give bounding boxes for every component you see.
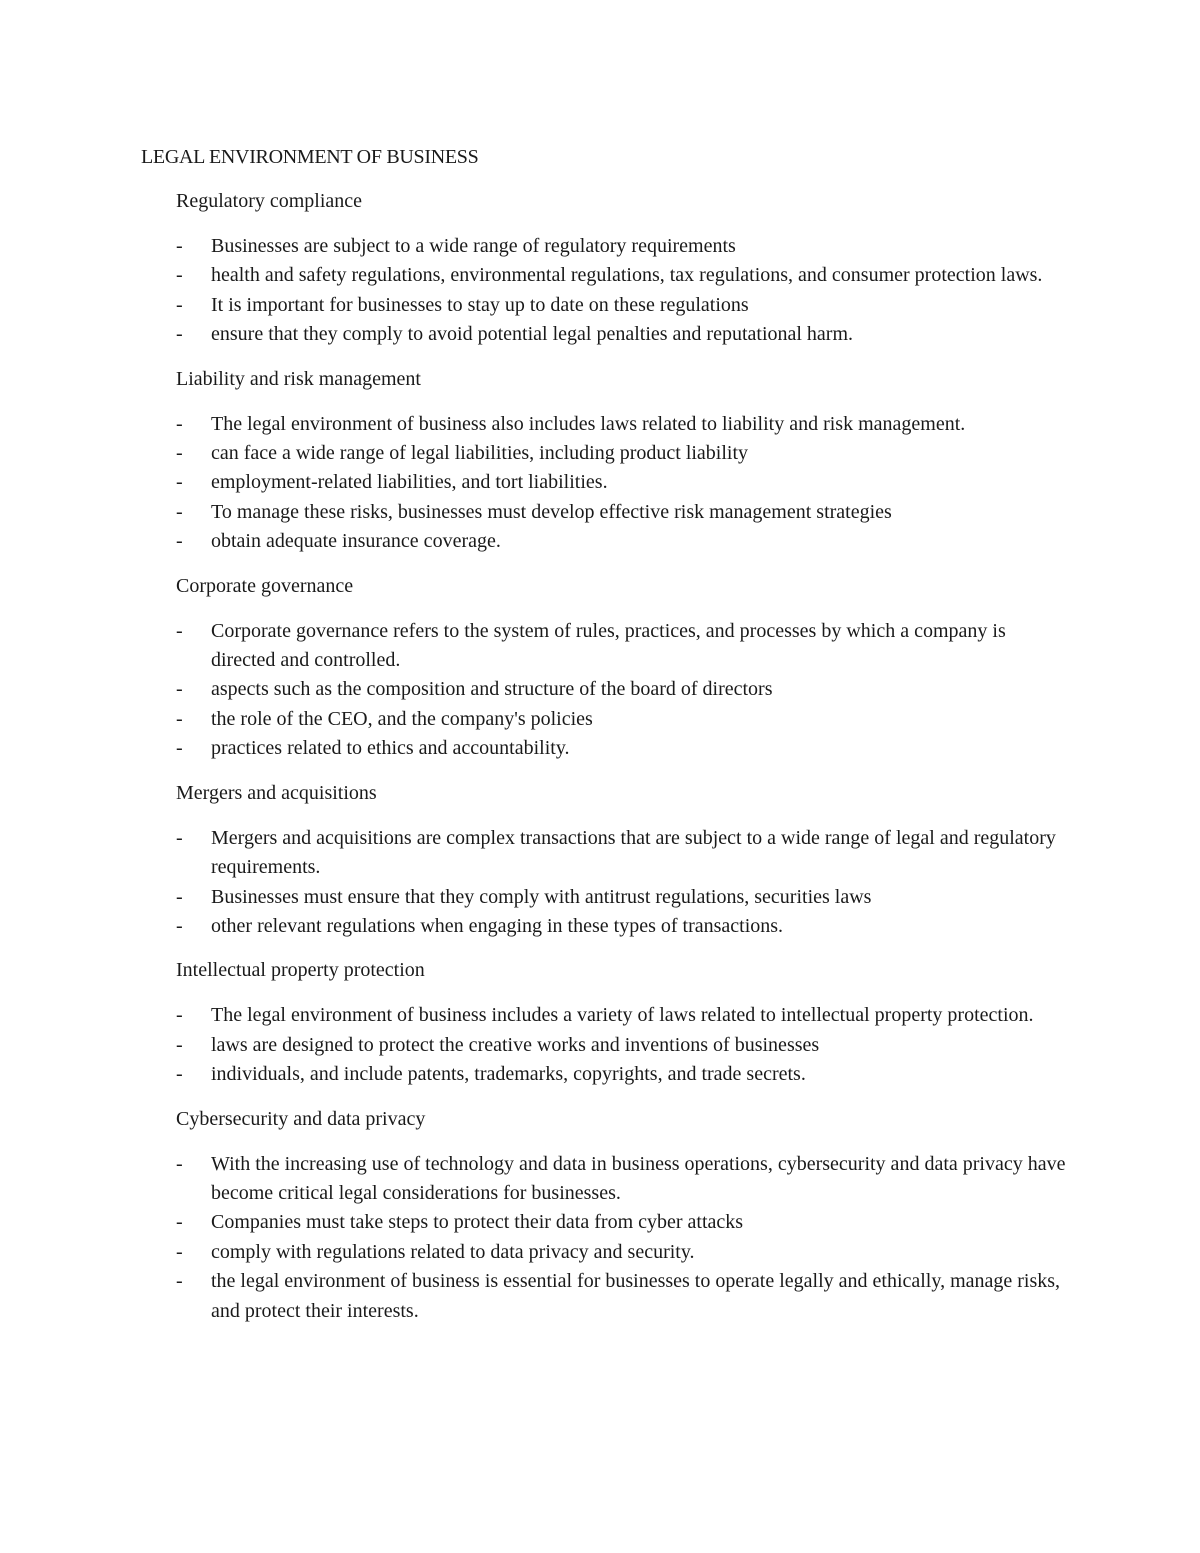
- dash-bullet-icon: -: [176, 530, 183, 553]
- dash-bullet-icon: -: [176, 1152, 183, 1175]
- bullet-text: the legal environment of business is essential for businesses to operate legally and ethically, manage risks, and protect their interests.: [211, 1270, 1061, 1322]
- dash-bullet-icon: -: [176, 1240, 183, 1263]
- dash-bullet-icon: -: [176, 323, 183, 346]
- dash-bullet-icon: -: [176, 914, 183, 937]
- bullet-text: the role of the CEO, and the company's policies: [211, 707, 593, 730]
- dash-bullet-icon: -: [176, 442, 183, 465]
- dash-bullet-icon: -: [176, 619, 183, 642]
- dash-bullet-icon: -: [176, 1270, 183, 1293]
- section: [176, 779, 1066, 942]
- bullet-text: laws are designed to protect the creative works and inventions of businesses: [211, 1033, 820, 1056]
- section: [176, 187, 1066, 350]
- dash-bullet-icon: -: [176, 264, 183, 287]
- bullet-text: To manage these risks, businesses must develop effective risk management strategies: [211, 500, 892, 523]
- section: [176, 572, 1066, 764]
- section: [176, 365, 1066, 557]
- bullet-text: comply with regulations related to data privacy and security.: [211, 1240, 695, 1263]
- bullet-text: Businesses are subject to a wide range of regulatory requirements: [211, 235, 736, 257]
- section-heading: Corporate governance: [176, 574, 354, 597]
- dash-bullet-icon: -: [176, 1033, 183, 1056]
- dash-bullet-icon: -: [176, 1063, 183, 1086]
- section-heading: Regulatory compliance: [176, 190, 363, 212]
- bullet-item: [176, 439, 1066, 468]
- bullet-text: obtain adequate insurance coverage.: [211, 530, 501, 553]
- bullet-item: [176, 883, 1066, 912]
- bullet-text: can face a wide range of legal liabilities, including product liability: [211, 442, 749, 465]
- bullet-item: [176, 824, 1066, 883]
- section-heading: Cybersecurity and data privacy: [176, 1107, 426, 1130]
- bullet-list: [176, 232, 1066, 350]
- dash-bullet-icon: -: [176, 1004, 183, 1027]
- document-title: LEGAL ENVIRONMENT OF BUSINESS: [141, 146, 479, 168]
- bullet-item: [176, 527, 1066, 556]
- dash-bullet-icon: -: [176, 737, 183, 760]
- dash-bullet-icon: -: [176, 235, 183, 257]
- bullet-item: [176, 705, 1066, 734]
- bullet-text: Businesses must ensure that they comply with antitrust regulations, securities laws: [211, 885, 872, 908]
- bullet-text: The legal environment of business includes a variety of laws related to intellectual property protection.: [211, 1004, 1034, 1027]
- bullet-item: [176, 291, 1066, 320]
- bullet-text: individuals, and include patents, trademarks, copyrights, and trade secrets.: [211, 1063, 806, 1086]
- section-heading: Liability and risk management: [176, 367, 421, 390]
- bullet-item: [176, 261, 1066, 290]
- document-body: [176, 187, 1066, 1341]
- bullet-text: aspects such as the composition and structure of the board of directors: [211, 678, 773, 701]
- bullet-item: [176, 1238, 1066, 1267]
- bullet-item: [176, 410, 1066, 439]
- bullet-item: [176, 617, 1066, 676]
- bullet-text: employment-related liabilities, and tort liabilities.: [211, 471, 608, 494]
- bullet-list: [176, 824, 1066, 942]
- bullet-item: [176, 1031, 1066, 1060]
- dash-bullet-icon: -: [176, 826, 183, 849]
- dash-bullet-icon: -: [176, 885, 183, 908]
- bullet-item: [176, 1208, 1066, 1237]
- bullet-item: [176, 912, 1066, 941]
- section: [176, 956, 1066, 1089]
- bullet-list: [176, 410, 1066, 557]
- section: [176, 1105, 1066, 1326]
- dash-bullet-icon: -: [176, 293, 183, 316]
- bullet-item: [176, 468, 1066, 497]
- bullet-item: [176, 1001, 1066, 1030]
- dash-bullet-icon: -: [176, 678, 183, 701]
- bullet-text: practices related to ethics and accountability.: [211, 737, 570, 760]
- bullet-text: It is important for businesses to stay up to date on these regulations: [211, 293, 749, 316]
- bullet-list: [176, 1001, 1066, 1089]
- bullet-text: Mergers and acquisitions are complex transactions that are subject to a wide range of legal and regulatory requirements.: [211, 826, 1056, 879]
- bullet-list: [176, 617, 1066, 764]
- bullet-item: [176, 1150, 1066, 1209]
- bullet-text: other relevant regulations when engaging in these types of transactions.: [211, 914, 784, 937]
- dash-bullet-icon: -: [176, 707, 183, 730]
- section-heading: Mergers and acquisitions: [176, 781, 377, 804]
- dash-bullet-icon: -: [176, 500, 183, 523]
- bullet-list: [176, 1150, 1066, 1326]
- bullet-text: health and safety regulations, environmental regulations, tax regulations, and consumer protection laws.: [211, 264, 1043, 287]
- bullet-item: [176, 675, 1066, 704]
- section-heading: Intellectual property protection: [176, 959, 425, 982]
- bullet-item: [176, 734, 1066, 763]
- bullet-item: [176, 232, 1066, 261]
- bullet-item: [176, 320, 1066, 349]
- bullet-text: With the increasing use of technology and data in business operations, cybersecurity and data privacy have become critical legal considerations for businesses.: [211, 1152, 1066, 1204]
- dash-bullet-icon: -: [176, 412, 183, 435]
- bullet-item: [176, 1267, 1066, 1326]
- bullet-text: The legal environment of business also includes laws related to liability and risk management.: [211, 412, 966, 435]
- bullet-text: Corporate governance refers to the system of rules, practices, and processes by which a company is directed and controlled.: [211, 619, 1006, 672]
- bullet-item: [176, 498, 1066, 527]
- bullet-text: ensure that they comply to avoid potential legal penalties and reputational harm.: [211, 323, 854, 346]
- bullet-item: [176, 1060, 1066, 1089]
- dash-bullet-icon: -: [176, 1211, 183, 1234]
- dash-bullet-icon: -: [176, 471, 183, 494]
- bullet-text: Companies must take steps to protect their data from cyber attacks: [211, 1211, 744, 1234]
